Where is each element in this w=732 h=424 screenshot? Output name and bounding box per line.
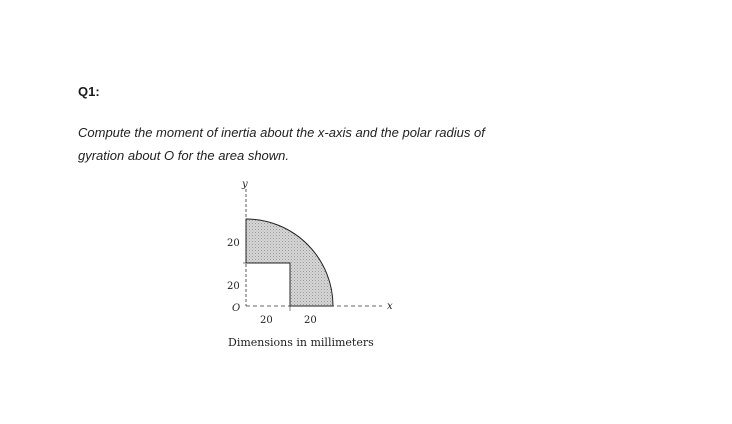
dimension-label-bottom-left: 20 [260, 315, 273, 326]
question-text [78, 121, 638, 167]
question-number: Q1: [78, 84, 100, 99]
figure-caption: Dimensions in millimeters [228, 336, 374, 349]
question-text-line-1: Compute the moment of inertia about the x-axis and the polar radius of [78, 125, 485, 140]
dimension-label-bottom-right: 20 [304, 315, 317, 326]
area-figure [210, 175, 430, 360]
x-axis-label: x [387, 301, 393, 312]
question-text-line-2: gyration about O for the area shown. [78, 148, 290, 163]
dimension-label-left-upper: 20 [227, 238, 240, 249]
dimension-label-left-lower: 20 [227, 281, 240, 292]
shaded-area [246, 219, 333, 306]
y-axis-label: y [242, 179, 248, 190]
origin-label: O [232, 303, 241, 314]
area-diagram [210, 175, 430, 345]
